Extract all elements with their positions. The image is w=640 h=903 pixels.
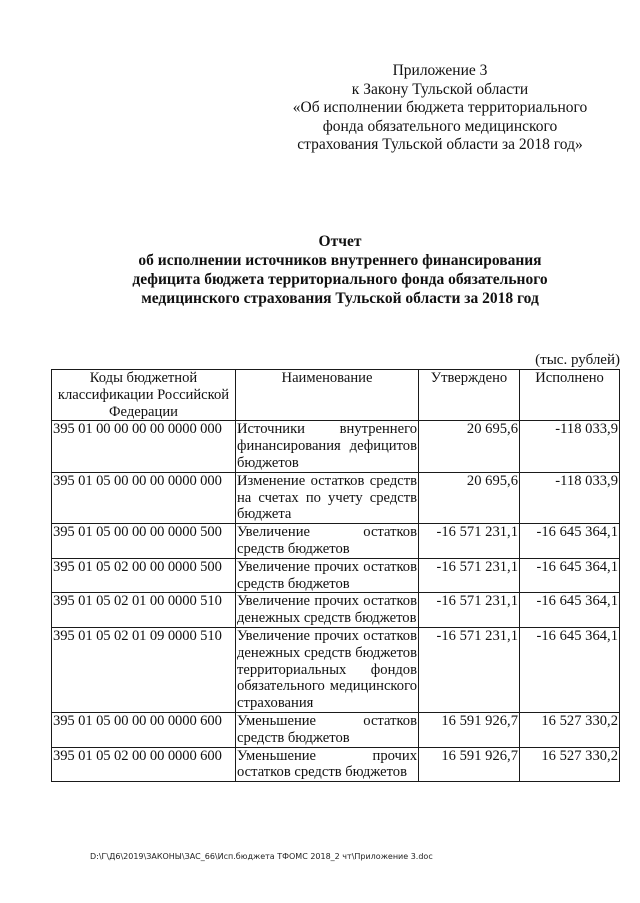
cell-name: Увеличение прочих остатков денежных средств бюджетов территориальных фондов обязательного медицинского страхования — [237, 627, 417, 712]
cell-code: 395 01 00 00 00 00 0000 000 — [52, 421, 236, 472]
cell-code: 395 01 05 02 01 09 0000 510 — [52, 627, 236, 712]
table-row — [52, 524, 620, 559]
report-title — [90, 232, 590, 308]
cell-name: Увеличение остатков средств бюджетов — [237, 524, 417, 557]
title-line: об исполнении источников внутреннего финансирования — [138, 252, 542, 269]
cell-executed: 16 527 330,2 — [520, 712, 620, 747]
cell-approved: 16 591 926,7 — [419, 747, 520, 782]
table-row — [52, 627, 620, 712]
cell-code: 395 01 05 00 00 00 0000 500 — [52, 524, 236, 559]
cell-name: Уменьшение остатков средств бюджетов — [237, 712, 417, 746]
appendix-line: страхования Тульской области за 2018 год» — [297, 136, 583, 154]
cell-approved: 20 695,6 — [419, 421, 520, 472]
cell-executed: -118 033,9 — [520, 472, 620, 523]
file-path-footer: D:\Г\Д6\2019\ЗАКОНЫ\ЗАС_66\Исп.бюджета ТФОМС 2018_2 чт\Приложение 3.doc — [90, 852, 433, 861]
cell-executed: -16 645 364,1 — [520, 627, 620, 712]
cell-name: Источники внутреннего финансирования дефицитов бюджетов — [237, 421, 417, 471]
cell-approved: -16 571 231,1 — [419, 524, 520, 559]
cell-code: 395 01 05 00 00 00 0000 600 — [52, 712, 236, 747]
header-executed: Исполнено — [520, 370, 620, 421]
table-row — [52, 558, 620, 593]
table-row — [52, 747, 620, 782]
cell-executed: -16 645 364,1 — [520, 558, 620, 593]
cell-executed: -16 645 364,1 — [520, 593, 620, 628]
table-row — [52, 593, 620, 628]
cell-approved: 20 695,6 — [419, 472, 520, 523]
cell-executed: -118 033,9 — [520, 421, 620, 472]
header-name: Наименование — [236, 370, 419, 421]
cell-name: Увеличение прочих остатков денежных средств бюджетов — [237, 593, 417, 627]
appendix-line: «Об исполнении бюджета территориального — [292, 99, 588, 117]
table-row — [52, 472, 620, 523]
cell-approved: -16 571 231,1 — [419, 558, 520, 593]
cell-code: 395 01 05 02 00 00 0000 500 — [52, 558, 236, 593]
table-row — [52, 712, 620, 747]
cell-approved: -16 571 231,1 — [419, 593, 520, 628]
cell-code: 395 01 05 02 00 00 0000 600 — [52, 747, 236, 782]
appendix-line: Приложение 3 — [392, 62, 488, 79]
units-label: (тыс. рублей) — [535, 352, 620, 368]
title-line: дефицита бюджета территориального фонда обязательного — [132, 271, 548, 288]
header-code: Коды бюджетной классификации Российской Федерации — [52, 370, 236, 421]
cell-code: 395 01 05 02 01 00 0000 510 — [52, 593, 236, 628]
appendix-line: к Закону Тульской области — [351, 80, 529, 98]
cell-approved: -16 571 231,1 — [419, 627, 520, 712]
cell-executed: 16 527 330,2 — [520, 747, 620, 782]
report-table — [51, 369, 620, 782]
cell-name: Увеличение прочих остатков средств бюджетов — [237, 558, 417, 592]
cell-name: Изменение остатков средств на счетах по учету средств бюджета — [237, 472, 417, 523]
title-line: Отчет — [318, 233, 362, 250]
appendix-heading — [270, 62, 610, 155]
title-line: медицинского страхования Тульской области за 2018 год — [141, 290, 539, 307]
table-header-row — [52, 370, 620, 421]
cell-approved: 16 591 926,7 — [419, 712, 520, 747]
table-row — [52, 421, 620, 472]
appendix-line: фонда обязательного медицинского — [322, 117, 558, 135]
cell-name: Уменьшение прочих остатков средств бюджетов — [237, 747, 417, 781]
cell-code: 395 01 05 00 00 00 0000 000 — [52, 472, 236, 523]
header-approved: Утверждено — [419, 370, 520, 421]
cell-executed: -16 645 364,1 — [520, 524, 620, 559]
